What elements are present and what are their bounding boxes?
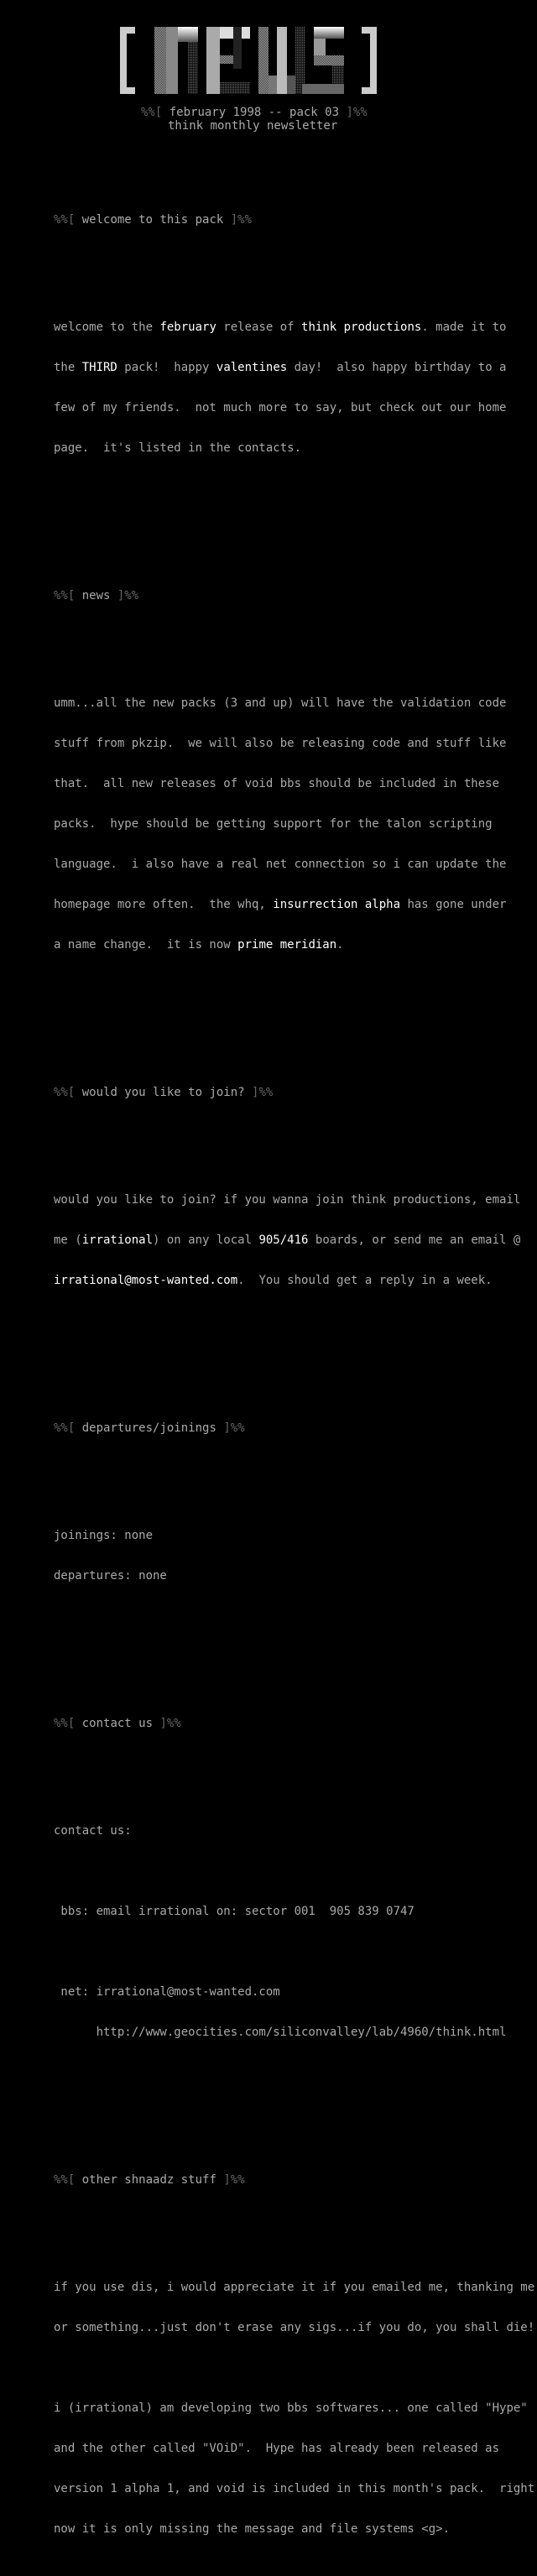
spacer [54,2093,524,2120]
text-line: and the other called "VOiD". Hype has already been released as [54,2442,500,2455]
text-line: insurrection alpha [273,898,401,911]
text-line: a name change. it is now [54,938,238,952]
news-text [54,670,524,978]
text-line: other shnaadz stuff [75,2173,224,2187]
text-line: contact us [75,1717,160,1730]
text-line: prime meridian [237,938,337,952]
spacer [54,2214,524,2227]
section-title-other [54,2173,524,2187]
text-line: february [159,321,216,334]
text-line: if you use dis, i would appreciate it if you emailed me, thanking me [54,2281,535,2294]
text-line: homepage more often. the whq, [54,898,274,911]
spacer [54,1005,524,1032]
email-link[interactable]: irrational@most-wanted.com [54,1274,238,1287]
right-bracket [362,27,377,94]
text-line: %%[ [54,2173,76,2187]
logo-letter-w [258,27,305,94]
text-line: or something...just don't erase any sigs...if you do, you shall die! [54,2321,535,2334]
logo-letter-s [302,27,344,94]
text-line: %%[ [54,589,76,602]
text-line: few of my friends. not much more to say, but check out our home [54,401,507,415]
text-line: page. it's listed in the contacts. [54,441,302,455]
bracket-close-mark: ]%% [346,106,368,119]
text-line: version 1 alpha 1, and void is included in this month's pack. right [54,2482,535,2495]
logo-letter-n [154,27,198,94]
contact-net-email[interactable]: net: irrational@most-wanted.com [54,1985,280,1999]
text-line: %%[ [54,1086,76,1099]
section-title-departures [54,1421,524,1435]
contact-homepage-link[interactable]: http://www.geocities.com/siliconvalley/lab/4960/think.html [54,2026,507,2039]
issue-line [141,106,368,119]
text-line: now it is only missing the message and file systems <g>. [54,2522,451,2536]
spacer [54,1945,524,1958]
section-title-join [54,1086,524,1099]
issue-title: february 1998 -- pack 03 [162,106,347,119]
section-title-news [54,589,524,602]
text-line: THIRD [81,361,117,374]
text-line: the [54,361,82,374]
spacer [54,1636,524,1663]
text-line: . [336,938,344,952]
contact-text [54,1797,524,2066]
text-line [54,1274,524,1287]
text-line: valentines [216,361,288,374]
text-line: 905/416 [258,1233,309,1247]
text-line: release of [216,321,302,334]
text-line: . You should get a reply in a week. [237,1274,493,1287]
text-line: i (irrational) am developing two bbs softwares... one called "Hype" [54,2401,528,2415]
text-line: contact us: [54,1824,132,1838]
text-line: departures/joinings [75,1421,224,1435]
spacer [54,1126,524,1139]
text-line: departures: none [54,1569,167,1583]
text-line: packs. hype should be getting support for the talon scripting [54,817,493,831]
section-title-welcome [54,213,524,227]
text-line: %%[ [54,213,76,227]
left-bracket [120,27,135,94]
text-line: boards, or send me an email @ [308,1233,521,1247]
section-title-contact [54,1717,524,1730]
text-line: think productions [301,321,422,334]
spacer [54,1864,524,1878]
text-line: stuff from pkzip. we will also be releasing code and stuff like [54,737,507,750]
text-line: ]%% [159,1717,181,1730]
text-line: would you like to join? [75,1086,253,1099]
text-line: ]%% [223,2173,245,2187]
text-line: ]%% [223,1421,245,1435]
text-line [54,1233,524,1247]
spacer [54,1341,524,1368]
text-line: news [75,589,117,602]
text-line: would you like to join? if you wanna join think productions, email [54,1193,521,1207]
text-line: day! also happy birthday to a [287,361,507,374]
join-text [54,1166,524,1314]
text-line: irrational [81,1233,154,1247]
text-line [54,938,524,952]
spacer [54,629,524,643]
spacer [54,2361,524,2375]
text-line: ]%% [117,589,139,602]
bracket-open-mark: %%[ [141,106,163,119]
text-line: that. all new releases of void bbs should be included in these [54,777,500,790]
text-line: ) on any local [153,1233,259,1247]
text-line [54,361,524,374]
logo-letter-e [206,27,250,94]
spacer [54,1462,524,1475]
text-line: joinings: none [54,1529,154,1542]
text-line: %%[ [54,1717,76,1730]
text-line: . made it to [421,321,507,334]
departures-text [54,1502,524,1609]
news-logo [117,25,379,96]
text-line: me ( [54,1233,82,1247]
text-line: pack! happy [117,361,216,374]
other-text [54,2254,535,2563]
text-line: welcome to this pack [75,213,231,227]
contact-bbs: bbs: email irrational on: sector 001 905 839 0747 [54,1905,414,1918]
text-line: ]%% [230,213,253,227]
text-line: has gone under [400,898,507,911]
spacer [54,253,524,267]
text-line: welcome to the [54,321,160,334]
text-line: language. i also have a real net connection so i can update the [54,858,507,871]
text-line [54,898,524,911]
text-line: ]%% [252,1086,274,1099]
text-line: umm...all the new packs (3 and up) will have the validation code [54,696,507,710]
spacer [54,508,524,535]
text-line: %%[ [54,1421,76,1435]
spacer [54,1757,524,1770]
welcome-text [54,294,524,482]
newsletter-body [54,159,535,2576]
text-line [54,321,524,334]
newsletter-subtitle: think monthly newsletter [168,119,338,133]
